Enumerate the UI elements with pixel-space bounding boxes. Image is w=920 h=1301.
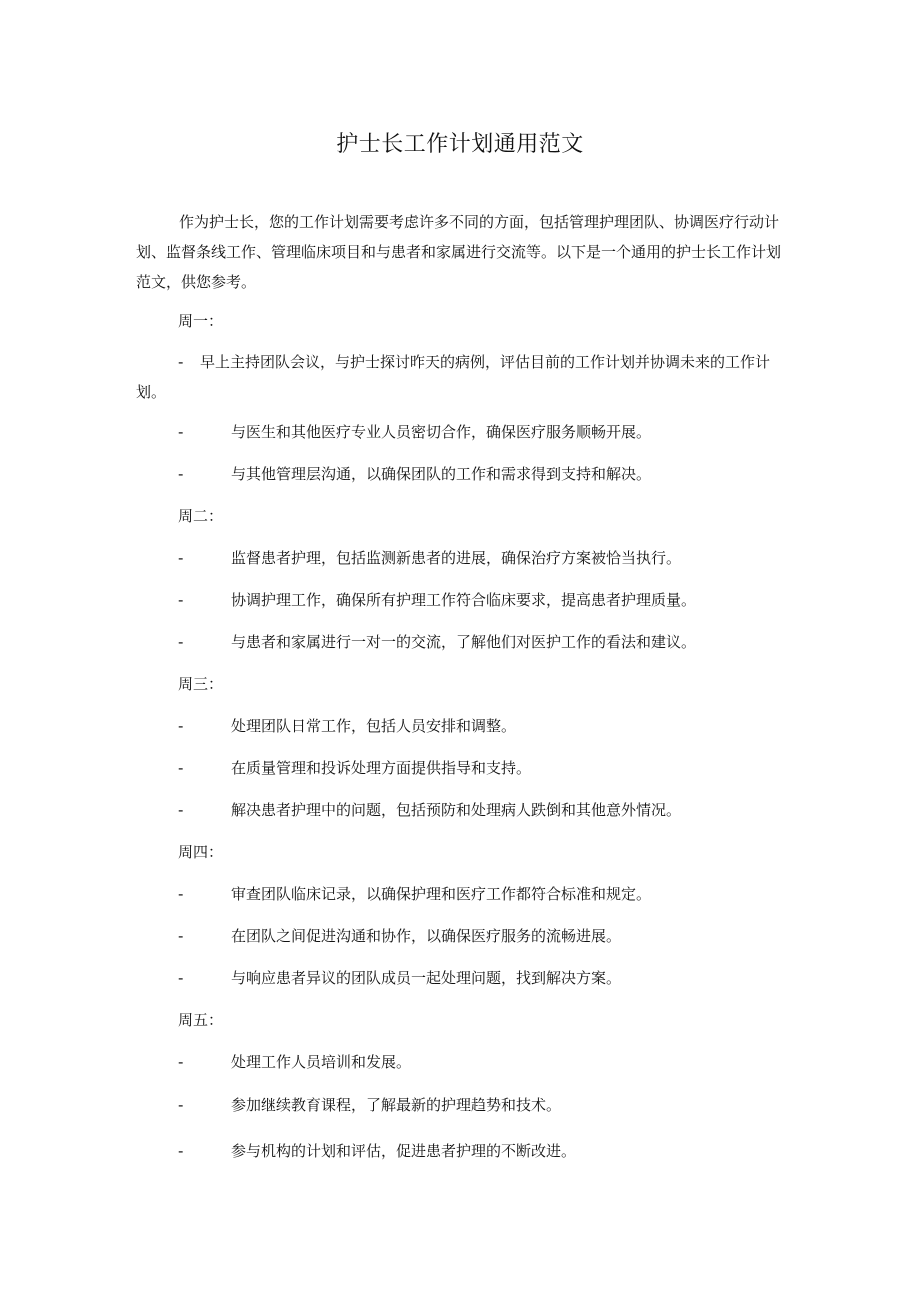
list-dash: - <box>178 353 184 371</box>
list-dash: - <box>178 969 184 987</box>
list-item-text: 早上主持团队会议，与护士探讨昨天的病例，评估目前的工作计划并协调未来的工作计划。 <box>136 353 771 401</box>
list-item-text: 处理工作人员培训和发展。 <box>231 1053 412 1071</box>
list-dash: - <box>178 759 184 777</box>
list-item-text: 在团队之间促进沟通和协作，以确保医疗服务的流畅进展。 <box>231 927 622 945</box>
day-heading-thursday: 周四： <box>178 843 224 861</box>
list-dash: - <box>178 1053 184 1071</box>
list-item-text: 与患者和家属进行一对一的交流，了解他们对医护工作的看法和建议。 <box>231 633 697 651</box>
list-item-text: 审查团队临床记录，以确保护理和医疗工作都符合标准和规定。 <box>231 885 652 903</box>
list-dash: - <box>178 591 184 609</box>
list-item-text: 参加继续教育课程，了解最新的护理趋势和技术。 <box>231 1096 562 1114</box>
list-item-text: 与医生和其他医疗专业人员密切合作，确保医疗服务顺畅开展。 <box>231 423 652 441</box>
list-item-text: 解决患者护理中的问题，包括预防和处理病人跌倒和其他意外情况。 <box>231 801 682 819</box>
list-dash: - <box>178 927 184 945</box>
list-dash: - <box>178 549 184 567</box>
list-dash: - <box>178 1096 184 1114</box>
list-item-text: 处理团队日常工作，包括人员安排和调整。 <box>231 717 517 735</box>
list-item-text: 在质量管理和投诉处理方面提供指导和支持。 <box>231 759 532 777</box>
intro-paragraph: 作为护士长，您的工作计划需要考虑许多不同的方面，包括管理护理团队、协调医疗行动计划、监督条线工作、管理临床项目和与患者和家属进行交流等。以下是一个通用的护士长工作计划范文，供您参考。 <box>136 213 782 291</box>
list-item-text: 参与机构的计划和评估，促进患者护理的不断改进。 <box>231 1142 577 1160</box>
list-dash: - <box>178 885 184 903</box>
list-dash: - <box>178 423 184 441</box>
list-item-text: 协调护理工作，确保所有护理工作符合临床要求，提高患者护理质量。 <box>231 591 697 609</box>
day-heading-wednesday: 周三： <box>178 675 224 693</box>
document-title: 护士长工作计划通用范文 <box>336 132 584 157</box>
list-dash: - <box>178 465 184 483</box>
day-heading-friday: 周五： <box>178 1011 224 1029</box>
list-item-text: 与响应患者异议的团队成员一起处理问题，找到解决方案。 <box>231 969 622 987</box>
list-dash: - <box>178 633 184 651</box>
list-item <box>136 347 786 407</box>
list-item-text: 监督患者护理，包括监测新患者的进展，确保治疗方案被恰当执行。 <box>231 549 682 567</box>
list-item-text: 与其他管理层沟通，以确保团队的工作和需求得到支持和解决。 <box>231 465 652 483</box>
list-dash: - <box>178 801 184 819</box>
day-heading-tuesday: 周二： <box>178 507 224 525</box>
list-dash: - <box>178 1142 184 1160</box>
day-heading-monday: 周一： <box>178 312 224 330</box>
list-dash: - <box>178 717 184 735</box>
